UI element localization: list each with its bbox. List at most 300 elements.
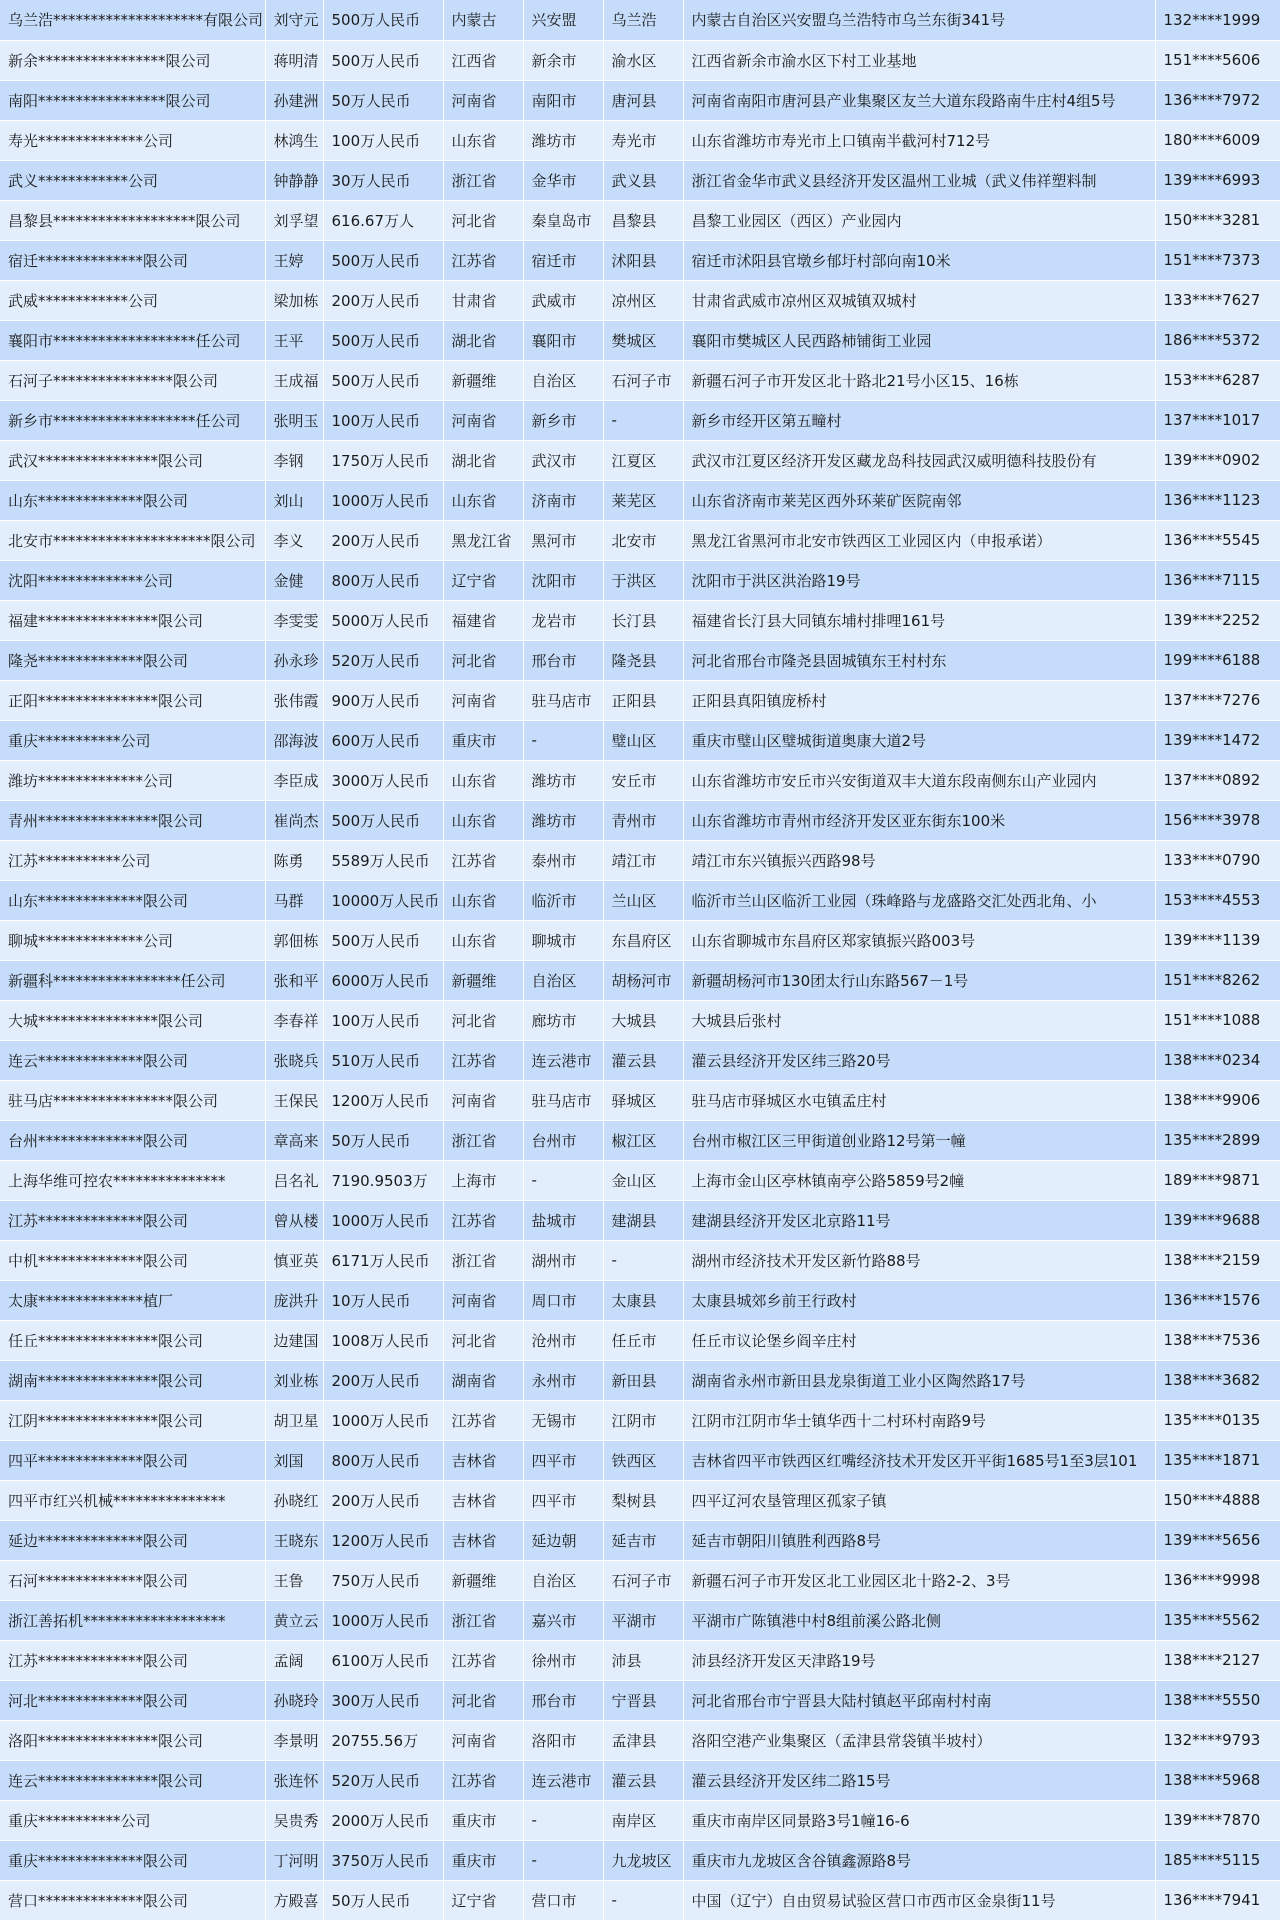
district-cell: 长汀县: [603, 600, 683, 640]
legal-rep-cell: 黄立云: [265, 1600, 323, 1640]
district-cell: 胡杨河市: [603, 960, 683, 1000]
phone-cell: 151****1088: [1155, 1000, 1280, 1040]
company-name-cell: 浙江善拓机*******************: [0, 1600, 265, 1640]
capital-cell: 50万人民币: [323, 1120, 443, 1160]
phone-cell: 137****0892: [1155, 760, 1280, 800]
table-row: [0, 1880, 1280, 1920]
capital-cell: 30万人民币: [323, 160, 443, 200]
address-cell: 重庆市南岸区同景路3号1幢16-6: [683, 1800, 1155, 1840]
address-cell: 重庆市璧山区璧城街道奥康大道2号: [683, 720, 1155, 760]
city-cell: 嘉兴市: [523, 1600, 603, 1640]
table-row: [0, 1080, 1280, 1120]
capital-cell: 500万人民币: [323, 360, 443, 400]
legal-rep-cell: 李景明: [265, 1720, 323, 1760]
company-name-cell: 武汉****************限公司: [0, 440, 265, 480]
address-cell: 灌云县经济开发区纬三路20号: [683, 1040, 1155, 1080]
address-cell: 新疆胡杨河市130团太行山东路567－1号: [683, 960, 1155, 1000]
province-cell: 重庆市: [443, 1840, 523, 1880]
capital-cell: 510万人民币: [323, 1040, 443, 1080]
company-name-cell: 上海华维可控农***************: [0, 1160, 265, 1200]
province-cell: 新疆维: [443, 1560, 523, 1600]
city-cell: 四平市: [523, 1480, 603, 1520]
address-cell: 湖南省永州市新田县龙泉街道工业小区陶然路17号: [683, 1360, 1155, 1400]
district-cell: -: [603, 1880, 683, 1920]
capital-cell: 520万人民币: [323, 640, 443, 680]
table-row: [0, 1240, 1280, 1280]
address-cell: 灌云县经济开发区纬二路15号: [683, 1760, 1155, 1800]
table-row: [0, 1760, 1280, 1800]
capital-cell: 800万人民币: [323, 560, 443, 600]
province-cell: 新疆维: [443, 960, 523, 1000]
table-row: [0, 1120, 1280, 1160]
province-cell: 浙江省: [443, 1240, 523, 1280]
address-cell: 太康县城郊乡前王行政村: [683, 1280, 1155, 1320]
legal-rep-cell: 方殿喜: [265, 1880, 323, 1920]
table-row: [0, 1280, 1280, 1320]
company-name-cell: 太康**************植厂: [0, 1280, 265, 1320]
table-row: [0, 760, 1280, 800]
address-cell: 山东省潍坊市寿光市上口镇南半截河村712号: [683, 120, 1155, 160]
district-cell: 太康县: [603, 1280, 683, 1320]
phone-cell: 139****5656: [1155, 1520, 1280, 1560]
phone-cell: 139****6993: [1155, 160, 1280, 200]
address-cell: 襄阳市樊城区人民西路柿铺街工业园: [683, 320, 1155, 360]
city-cell: 徐州市: [523, 1640, 603, 1680]
company-name-cell: 青州****************限公司: [0, 800, 265, 840]
phone-cell: 139****9688: [1155, 1200, 1280, 1240]
district-cell: 武义县: [603, 160, 683, 200]
company-name-cell: 聊城**************公司: [0, 920, 265, 960]
capital-cell: 100万人民币: [323, 120, 443, 160]
legal-rep-cell: 庞洪升: [265, 1280, 323, 1320]
capital-cell: 100万人民币: [323, 1000, 443, 1040]
phone-cell: 185****5115: [1155, 1840, 1280, 1880]
legal-rep-cell: 张晓兵: [265, 1040, 323, 1080]
phone-cell: 137****7276: [1155, 680, 1280, 720]
table-row: [0, 960, 1280, 1000]
address-cell: 中国（辽宁）自由贸易试验区营口市西市区金泉街11号: [683, 1880, 1155, 1920]
district-cell: 东昌府区: [603, 920, 683, 960]
company-name-cell: 寿光**************公司: [0, 120, 265, 160]
legal-rep-cell: 王平: [265, 320, 323, 360]
legal-rep-cell: 林鸿生: [265, 120, 323, 160]
district-cell: 建湖县: [603, 1200, 683, 1240]
district-cell: 南岸区: [603, 1800, 683, 1840]
legal-rep-cell: 李春祥: [265, 1000, 323, 1040]
city-cell: 自治区: [523, 960, 603, 1000]
legal-rep-cell: 王晓东: [265, 1520, 323, 1560]
legal-rep-cell: 李义: [265, 520, 323, 560]
legal-rep-cell: 张和平: [265, 960, 323, 1000]
legal-rep-cell: 李雯雯: [265, 600, 323, 640]
province-cell: 重庆市: [443, 720, 523, 760]
address-cell: 四平辽河农垦管理区孤家子镇: [683, 1480, 1155, 1520]
city-cell: 黑河市: [523, 520, 603, 560]
province-cell: 河南省: [443, 400, 523, 440]
district-cell: 石河子市: [603, 1560, 683, 1600]
phone-cell: 199****6188: [1155, 640, 1280, 680]
city-cell: 宿迁市: [523, 240, 603, 280]
province-cell: 湖南省: [443, 1360, 523, 1400]
city-cell: 自治区: [523, 360, 603, 400]
province-cell: 江西省: [443, 40, 523, 80]
address-cell: 驻马店市驿城区水屯镇孟庄村: [683, 1080, 1155, 1120]
legal-rep-cell: 刘山: [265, 480, 323, 520]
table-row: [0, 1040, 1280, 1080]
phone-cell: 151****5606: [1155, 40, 1280, 80]
address-cell: 昌黎工业园区（西区）产业园内: [683, 200, 1155, 240]
capital-cell: 1200万人民币: [323, 1520, 443, 1560]
phone-cell: 135****1871: [1155, 1440, 1280, 1480]
city-cell: -: [523, 1800, 603, 1840]
address-cell: 河北省邢台市宁晋县大陆村镇赵平邱南村村南: [683, 1680, 1155, 1720]
address-cell: 河北省邢台市隆尧县固城镇东王村村东: [683, 640, 1155, 680]
table-row: [0, 1160, 1280, 1200]
district-cell: 大城县: [603, 1000, 683, 1040]
phone-cell: 138****5968: [1155, 1760, 1280, 1800]
phone-cell: 151****7373: [1155, 240, 1280, 280]
table-row: [0, 1600, 1280, 1640]
address-cell: 建湖县经济开发区北京路11号: [683, 1200, 1155, 1240]
district-cell: 梨树县: [603, 1480, 683, 1520]
address-cell: 重庆市九龙坡区含谷镇鑫源路8号: [683, 1840, 1155, 1880]
phone-cell: 138****7536: [1155, 1320, 1280, 1360]
company-name-cell: 乌兰浩********************有限公司: [0, 0, 265, 40]
city-cell: 周口市: [523, 1280, 603, 1320]
phone-cell: 139****0902: [1155, 440, 1280, 480]
legal-rep-cell: 胡卫星: [265, 1400, 323, 1440]
legal-rep-cell: 金健: [265, 560, 323, 600]
phone-cell: 151****8262: [1155, 960, 1280, 1000]
legal-rep-cell: 李臣成: [265, 760, 323, 800]
province-cell: 江苏省: [443, 1200, 523, 1240]
district-cell: 璧山区: [603, 720, 683, 760]
capital-cell: 300万人民币: [323, 1680, 443, 1720]
table-row: [0, 1520, 1280, 1560]
legal-rep-cell: 张伟霞: [265, 680, 323, 720]
address-cell: 武汉市江夏区经济开发区藏龙岛科技园武汉威明德科技股份有: [683, 440, 1155, 480]
district-cell: 于洪区: [603, 560, 683, 600]
city-cell: -: [523, 1840, 603, 1880]
phone-cell: 136****7941: [1155, 1880, 1280, 1920]
city-cell: 自治区: [523, 1560, 603, 1600]
province-cell: 浙江省: [443, 160, 523, 200]
city-cell: 营口市: [523, 1880, 603, 1920]
phone-cell: 133****0790: [1155, 840, 1280, 880]
phone-cell: 139****7870: [1155, 1800, 1280, 1840]
table-row: [0, 1640, 1280, 1680]
phone-cell: 138****9906: [1155, 1080, 1280, 1120]
district-cell: 金山区: [603, 1160, 683, 1200]
capital-cell: 1000万人民币: [323, 1600, 443, 1640]
company-name-cell: 武威************公司: [0, 280, 265, 320]
city-cell: 盐城市: [523, 1200, 603, 1240]
capital-cell: 500万人民币: [323, 0, 443, 40]
capital-cell: 100万人民币: [323, 400, 443, 440]
city-cell: 南阳市: [523, 80, 603, 120]
province-cell: 山东省: [443, 800, 523, 840]
province-cell: 河南省: [443, 680, 523, 720]
province-cell: 上海市: [443, 1160, 523, 1200]
province-cell: 河北省: [443, 1680, 523, 1720]
company-name-cell: 隆尧**************限公司: [0, 640, 265, 680]
phone-cell: 132****1999: [1155, 0, 1280, 40]
capital-cell: 500万人民币: [323, 40, 443, 80]
table-row: [0, 400, 1280, 440]
legal-rep-cell: 钟静静: [265, 160, 323, 200]
company-name-cell: 江苏***********公司: [0, 840, 265, 880]
city-cell: 洛阳市: [523, 1720, 603, 1760]
phone-cell: 136****5545: [1155, 520, 1280, 560]
legal-rep-cell: 崔尚杰: [265, 800, 323, 840]
city-cell: 兴安盟: [523, 0, 603, 40]
phone-cell: 139****1472: [1155, 720, 1280, 760]
district-cell: 灌云县: [603, 1040, 683, 1080]
company-name-cell: 营口**************限公司: [0, 1880, 265, 1920]
company-name-cell: 台州**************限公司: [0, 1120, 265, 1160]
legal-rep-cell: 王成福: [265, 360, 323, 400]
capital-cell: 10万人民币: [323, 1280, 443, 1320]
city-cell: 邢台市: [523, 1680, 603, 1720]
capital-cell: 520万人民币: [323, 1760, 443, 1800]
legal-rep-cell: 孙建洲: [265, 80, 323, 120]
province-cell: 江苏省: [443, 1400, 523, 1440]
province-cell: 江苏省: [443, 1640, 523, 1680]
table-row: [0, 440, 1280, 480]
legal-rep-cell: 吕名礼: [265, 1160, 323, 1200]
address-cell: 靖江市东兴镇振兴西路98号: [683, 840, 1155, 880]
district-cell: 平湖市: [603, 1600, 683, 1640]
company-name-cell: 湖南****************限公司: [0, 1360, 265, 1400]
company-name-cell: 襄阳市*******************任公司: [0, 320, 265, 360]
district-cell: 乌兰浩: [603, 0, 683, 40]
address-cell: 山东省聊城市东昌府区郑家镇振兴路003号: [683, 920, 1155, 960]
legal-rep-cell: 王保民: [265, 1080, 323, 1120]
district-cell: 宁晋县: [603, 1680, 683, 1720]
province-cell: 河南省: [443, 1720, 523, 1760]
province-cell: 湖北省: [443, 320, 523, 360]
table-row: [0, 240, 1280, 280]
province-cell: 山东省: [443, 120, 523, 160]
capital-cell: 500万人民币: [323, 320, 443, 360]
table-row: [0, 1840, 1280, 1880]
capital-cell: 600万人民币: [323, 720, 443, 760]
company-name-cell: 山东**************限公司: [0, 480, 265, 520]
capital-cell: 50万人民币: [323, 1880, 443, 1920]
table-row: [0, 880, 1280, 920]
table-row: [0, 1800, 1280, 1840]
address-cell: 平湖市广陈镇港中村8组前溪公路北侧: [683, 1600, 1155, 1640]
capital-cell: 6000万人民币: [323, 960, 443, 1000]
company-name-cell: 驻马店****************限公司: [0, 1080, 265, 1120]
district-cell: 任丘市: [603, 1320, 683, 1360]
capital-cell: 500万人民币: [323, 800, 443, 840]
district-cell: 兰山区: [603, 880, 683, 920]
city-cell: 泰州市: [523, 840, 603, 880]
legal-rep-cell: 张连怀: [265, 1760, 323, 1800]
city-cell: 邢台市: [523, 640, 603, 680]
district-cell: 新田县: [603, 1360, 683, 1400]
phone-cell: 135****0135: [1155, 1400, 1280, 1440]
district-cell: 寿光市: [603, 120, 683, 160]
province-cell: 山东省: [443, 920, 523, 960]
company-name-cell: 石河**************限公司: [0, 1560, 265, 1600]
capital-cell: 1200万人民币: [323, 1080, 443, 1120]
city-cell: 新乡市: [523, 400, 603, 440]
city-cell: 金华市: [523, 160, 603, 200]
capital-cell: 750万人民币: [323, 1560, 443, 1600]
city-cell: 武威市: [523, 280, 603, 320]
table-row: [0, 1000, 1280, 1040]
capital-cell: 1000万人民币: [323, 1200, 443, 1240]
district-cell: 隆尧县: [603, 640, 683, 680]
province-cell: 内蒙古: [443, 0, 523, 40]
city-cell: 潍坊市: [523, 800, 603, 840]
address-cell: 台州市椒江区三甲街道创业路12号第一幢: [683, 1120, 1155, 1160]
phone-cell: 136****7115: [1155, 560, 1280, 600]
capital-cell: 200万人民币: [323, 280, 443, 320]
address-cell: 延吉市朝阳川镇胜利西路8号: [683, 1520, 1155, 1560]
district-cell: -: [603, 400, 683, 440]
capital-cell: 50万人民币: [323, 80, 443, 120]
phone-cell: 135****5562: [1155, 1600, 1280, 1640]
province-cell: 河南省: [443, 1080, 523, 1120]
city-cell: 驻马店市: [523, 1080, 603, 1120]
table-row: [0, 1360, 1280, 1400]
city-cell: 延边朝: [523, 1520, 603, 1560]
company-name-cell: 河北**************限公司: [0, 1680, 265, 1720]
company-name-cell: 延边**************限公司: [0, 1520, 265, 1560]
legal-rep-cell: 郭佃栋: [265, 920, 323, 960]
province-cell: 重庆市: [443, 1800, 523, 1840]
district-cell: 驿城区: [603, 1080, 683, 1120]
city-cell: 连云港市: [523, 1040, 603, 1080]
company-name-cell: 重庆**************限公司: [0, 1840, 265, 1880]
table-row: [0, 600, 1280, 640]
legal-rep-cell: 梁加栋: [265, 280, 323, 320]
legal-rep-cell: 刘守元: [265, 0, 323, 40]
province-cell: 山东省: [443, 880, 523, 920]
city-cell: 廊坊市: [523, 1000, 603, 1040]
legal-rep-cell: 李钢: [265, 440, 323, 480]
capital-cell: 1750万人民币: [323, 440, 443, 480]
district-cell: 昌黎县: [603, 200, 683, 240]
table-row: [0, 280, 1280, 320]
address-cell: 江西省新余市渝水区下村工业基地: [683, 40, 1155, 80]
table-row: [0, 680, 1280, 720]
province-cell: 吉林省: [443, 1440, 523, 1480]
address-cell: 山东省济南市莱芜区西外环莱矿医院南邻: [683, 480, 1155, 520]
city-cell: 台州市: [523, 1120, 603, 1160]
phone-cell: 135****2899: [1155, 1120, 1280, 1160]
company-name-cell: 南阳*****************限公司: [0, 80, 265, 120]
province-cell: 浙江省: [443, 1600, 523, 1640]
table-row: [0, 800, 1280, 840]
capital-cell: 20755.56万: [323, 1720, 443, 1760]
address-cell: 新疆石河子市开发区北十路北21号小区15、16栋: [683, 360, 1155, 400]
province-cell: 山东省: [443, 760, 523, 800]
district-cell: 唐河县: [603, 80, 683, 120]
capital-cell: 7190.9503万: [323, 1160, 443, 1200]
capital-cell: 3000万人民币: [323, 760, 443, 800]
company-name-cell: 山东**************限公司: [0, 880, 265, 920]
phone-cell: 138****2127: [1155, 1640, 1280, 1680]
address-cell: 黑龙江省黑河市北安市铁西区工业园区内（申报承诺）: [683, 520, 1155, 560]
district-cell: 渝水区: [603, 40, 683, 80]
address-cell: 新疆石河子市开发区北工业园区北十路2-2、3号: [683, 1560, 1155, 1600]
district-cell: 莱芜区: [603, 480, 683, 520]
capital-cell: 200万人民币: [323, 1360, 443, 1400]
table-row: [0, 720, 1280, 760]
district-cell: 延吉市: [603, 1520, 683, 1560]
company-name-cell: 连云**************限公司: [0, 1040, 265, 1080]
legal-rep-cell: 吴贵秀: [265, 1800, 323, 1840]
address-cell: 沈阳市于洪区洪治路19号: [683, 560, 1155, 600]
company-name-cell: 四平市红兴机械***************: [0, 1480, 265, 1520]
legal-rep-cell: 刘国: [265, 1440, 323, 1480]
company-name-cell: 福建****************限公司: [0, 600, 265, 640]
phone-cell: 153****4553: [1155, 880, 1280, 920]
address-cell: 福建省长汀县大同镇东埔村排哩161号: [683, 600, 1155, 640]
province-cell: 甘肃省: [443, 280, 523, 320]
company-name-cell: 中机**************限公司: [0, 1240, 265, 1280]
phone-cell: 180****6009: [1155, 120, 1280, 160]
company-name-cell: 昌黎县*******************限公司: [0, 200, 265, 240]
address-cell: 上海市金山区亭林镇南亭公路5859号2幢: [683, 1160, 1155, 1200]
province-cell: 山东省: [443, 480, 523, 520]
district-cell: 灌云县: [603, 1760, 683, 1800]
city-cell: 四平市: [523, 1440, 603, 1480]
phone-cell: 156****3978: [1155, 800, 1280, 840]
province-cell: 吉林省: [443, 1520, 523, 1560]
province-cell: 河北省: [443, 640, 523, 680]
city-cell: 沈阳市: [523, 560, 603, 600]
phone-cell: 138****3682: [1155, 1360, 1280, 1400]
address-cell: 山东省潍坊市安丘市兴安街道双丰大道东段南侧东山产业园内: [683, 760, 1155, 800]
province-cell: 黑龙江省: [443, 520, 523, 560]
phone-cell: 139****1139: [1155, 920, 1280, 960]
city-cell: 连云港市: [523, 1760, 603, 1800]
district-cell: 石河子市: [603, 360, 683, 400]
company-name-cell: 江阴****************限公司: [0, 1400, 265, 1440]
address-cell: 宿迁市沭阳县官墩乡郁圩村部向南10米: [683, 240, 1155, 280]
legal-rep-cell: 孙晓玲: [265, 1680, 323, 1720]
company-name-cell: 重庆***********公司: [0, 1800, 265, 1840]
company-name-cell: 江苏**************限公司: [0, 1200, 265, 1240]
table-row: [0, 1320, 1280, 1360]
company-name-cell: 四平**************限公司: [0, 1440, 265, 1480]
address-cell: 任丘市议论堡乡阎辛庄村: [683, 1320, 1155, 1360]
province-cell: 河北省: [443, 1000, 523, 1040]
table-row: [0, 1720, 1280, 1760]
phone-cell: 189****9871: [1155, 1160, 1280, 1200]
company-name-cell: 江苏**************限公司: [0, 1640, 265, 1680]
province-cell: 浙江省: [443, 1120, 523, 1160]
city-cell: 济南市: [523, 480, 603, 520]
legal-rep-cell: 刘业栋: [265, 1360, 323, 1400]
table-row: [0, 40, 1280, 80]
company-name-cell: 北安市*********************限公司: [0, 520, 265, 560]
legal-rep-cell: 孙永珍: [265, 640, 323, 680]
legal-rep-cell: 蒋明清: [265, 40, 323, 80]
phone-cell: 139****2252: [1155, 600, 1280, 640]
province-cell: 江苏省: [443, 1040, 523, 1080]
province-cell: 福建省: [443, 600, 523, 640]
district-cell: 江阴市: [603, 1400, 683, 1440]
legal-rep-cell: 章高来: [265, 1120, 323, 1160]
city-cell: 驻马店市: [523, 680, 603, 720]
table-row: [0, 840, 1280, 880]
